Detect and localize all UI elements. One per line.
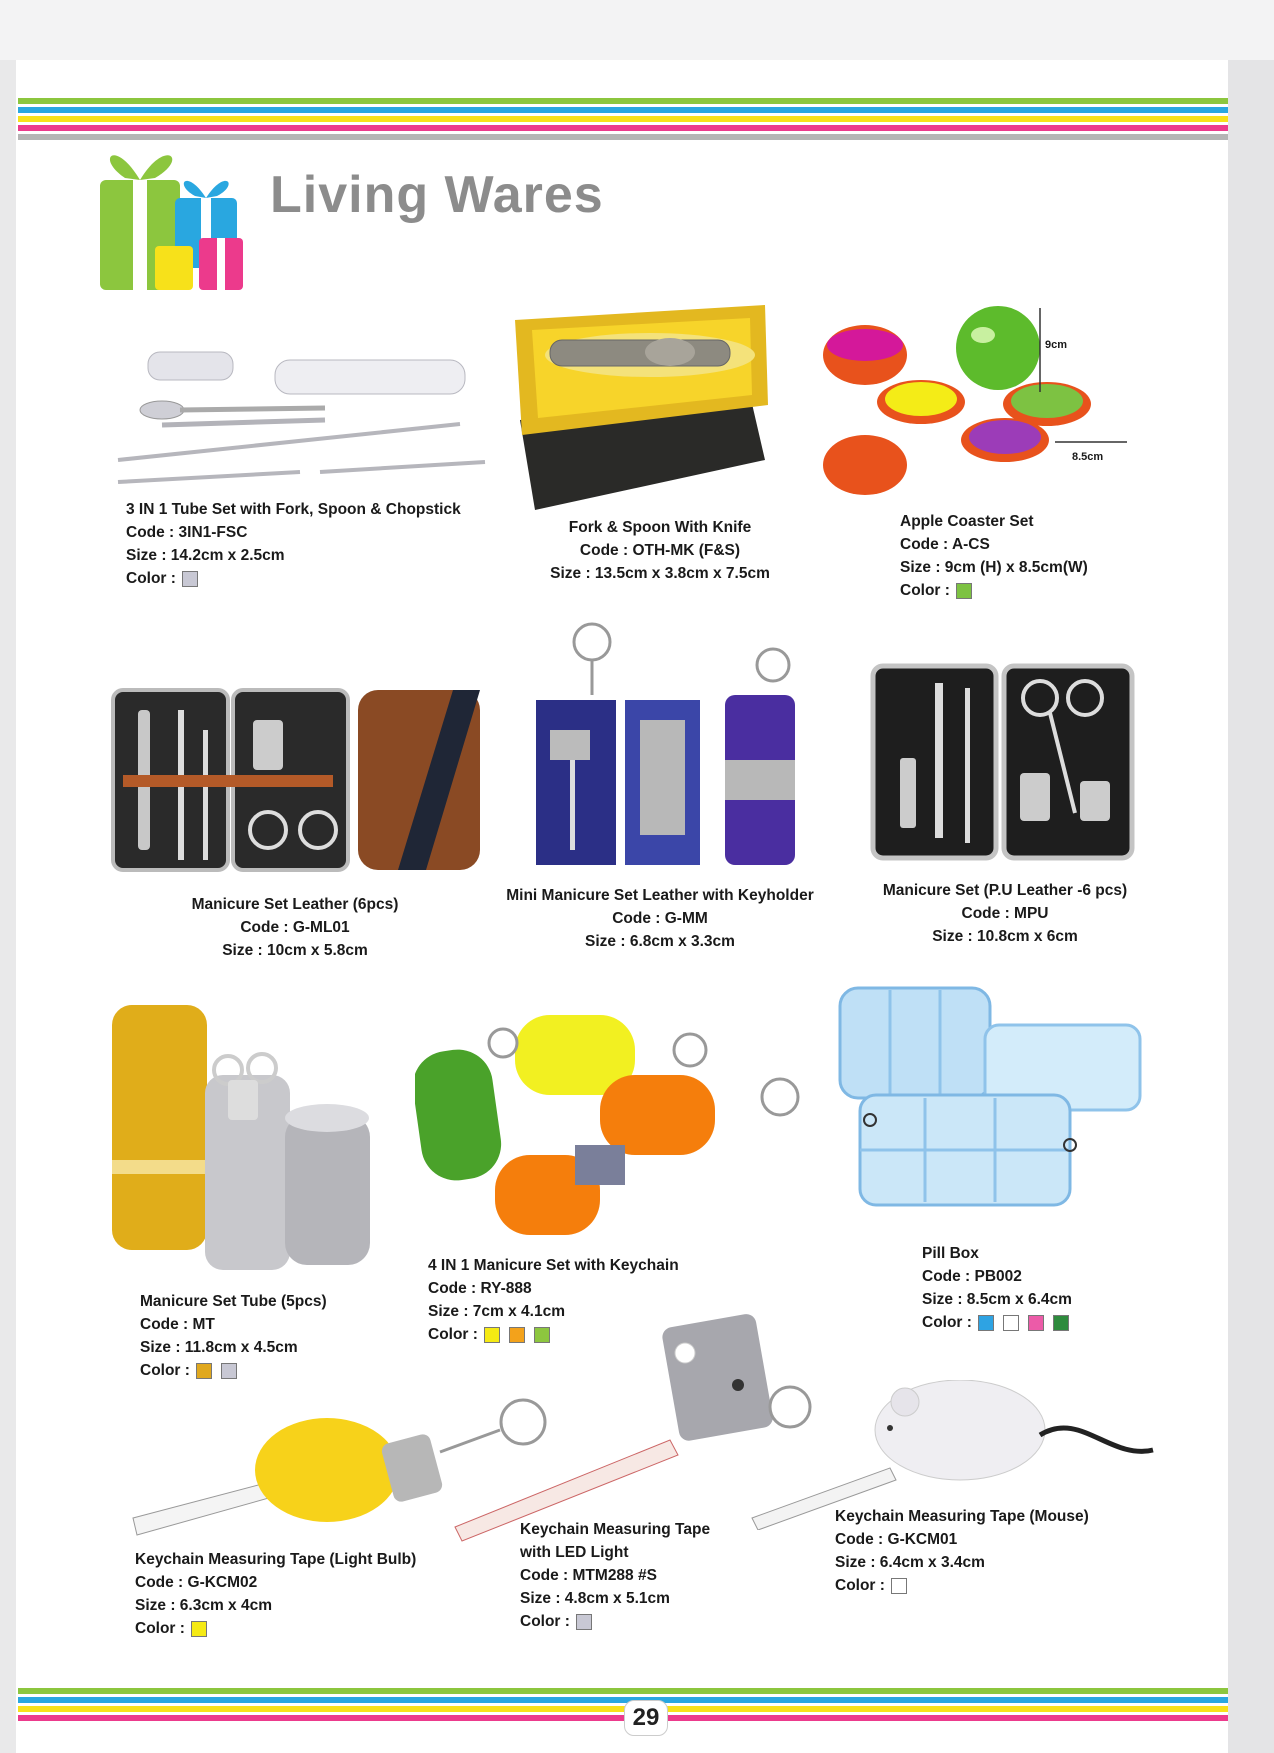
product-name: 4 IN 1 Manicure Set with Keychain [428,1257,679,1274]
color-label: Color : [140,1362,190,1379]
product-name: Manicure Set Leather (6pcs) [191,896,399,913]
color-swatch [978,1315,994,1331]
product-size: Size : 11.8cm x 4.5cm [140,1339,298,1356]
manicure-tube-image [110,1000,370,1280]
color-swatch [191,1621,207,1637]
product-name: Manicure Set (P.U Leather -6 pcs) [882,882,1128,899]
color-swatch [196,1363,212,1379]
stripe [18,98,1228,104]
stripe [18,116,1228,122]
product-size: Size : 8.5cm x 6.4cm [922,1291,1072,1308]
color-swatch [1003,1315,1019,1331]
manicure-pu-leather-image [870,663,1135,863]
product-code: Code : MTM288 #S [520,1567,657,1584]
product-name: Mini Manicure Set Leather with Keyholder [506,887,814,904]
color-swatch [1028,1315,1044,1331]
color-swatch [956,583,972,599]
color-swatch [891,1578,907,1594]
color-swatches [891,1578,907,1594]
product-caption [922,1242,1072,1334]
product-code: Code : 3IN1-FSC [126,524,248,541]
color-label: Color : [520,1613,570,1630]
fork-spoon-knife-image [500,300,770,515]
color-swatches [196,1363,237,1379]
product-size: Size : 10.8cm x 6cm [932,928,1078,945]
product-code: Code : OTH-MK (F&S) [579,542,741,559]
product-name: Fork & Spoon With Knife [568,519,752,536]
page-title: Living Wares [270,166,604,224]
product-code: Code : MT [140,1316,215,1333]
mini-manicure-image [530,620,810,870]
product-code: Code : A-CS [900,536,990,553]
product-caption [860,879,1150,948]
product-code: Code : MPU [961,905,1049,922]
page-number: 29 [624,1700,668,1736]
product-name: Manicure Set Tube (5pcs) [140,1293,327,1310]
color-swatch [182,571,198,587]
product-size: Size : 10cm x 5.8cm [222,942,368,959]
product-code: Code : G-MM [612,910,708,927]
apple-dim-height: 9cm [1045,339,1068,351]
product-caption [160,893,430,962]
product-caption [126,498,461,590]
manicure-leather-image [108,680,488,875]
color-swatch [576,1614,592,1630]
product-caption [135,1548,416,1640]
product-size: Size : 13.5cm x 3.8cm x 7.5cm [550,565,770,582]
product-size: Size : 9cm (H) x 8.5cm(W) [900,559,1088,576]
color-label: Color : [135,1620,185,1637]
product-caption [520,1518,710,1633]
pill-box-image [835,980,1145,1220]
color-swatches [978,1315,1069,1331]
color-label: Color : [126,570,176,587]
product-size: Size : 6.8cm x 3.3cm [585,933,735,950]
product-code: Code : G-KCM02 [135,1574,258,1591]
product-code: Code : G-KCM01 [835,1531,958,1548]
stripe [18,1715,1228,1721]
product-caption [835,1505,1089,1597]
product-size: Size : 4.8cm x 5.1cm [520,1590,670,1607]
keychain-manicure-image [415,1005,805,1245]
stripe [18,1697,1228,1703]
color-label: Color : [922,1314,972,1331]
product-name: Pill Box [922,1245,979,1262]
gift-boxes-logo [95,128,265,296]
bottom-stripes [18,1688,1228,1724]
product-size: Size : 6.3cm x 4cm [135,1597,272,1614]
product-size: Size : 6.4cm x 3.4cm [835,1554,985,1571]
color-swatches [956,583,972,599]
color-swatch [1053,1315,1069,1331]
product-caption [900,510,1088,602]
color-swatches [576,1614,592,1630]
product-caption [520,516,800,585]
product-name: Apple Coaster Set [900,513,1034,530]
product-name: Keychain Measuring Tape (Light Bulb) [135,1551,417,1568]
product-name: Keychain Measuring Tape (Mouse) [835,1508,1089,1525]
product-caption [490,884,830,953]
apple-coaster-image [815,300,1135,500]
color-label: Color : [428,1326,478,1343]
color-swatches [182,571,198,587]
stripe [18,1688,1228,1694]
product-caption [140,1290,327,1382]
color-swatch [221,1363,237,1379]
product-size: Size : 14.2cm x 2.5cm [126,547,285,564]
product-code: Code : PB002 [922,1268,1022,1285]
product-code: Code : G-ML01 [240,919,350,936]
stripe [18,107,1228,113]
tube-set-image [110,340,490,490]
product-name-line1: Keychain Measuring Tape [520,1521,711,1538]
apple-dim-width: 8.5cm [1072,451,1104,463]
color-swatches [191,1621,207,1637]
color-label: Color : [900,582,950,599]
product-name-line2: with LED Light [520,1544,629,1561]
color-label: Color : [835,1577,885,1594]
stripe [18,1706,1228,1712]
product-name: 3 IN 1 Tube Set with Fork, Spoon & Chopstick [126,501,461,518]
product-size: Size : 7cm x 4.1cm [428,1303,565,1320]
product-code: Code : RY-888 [428,1280,532,1297]
